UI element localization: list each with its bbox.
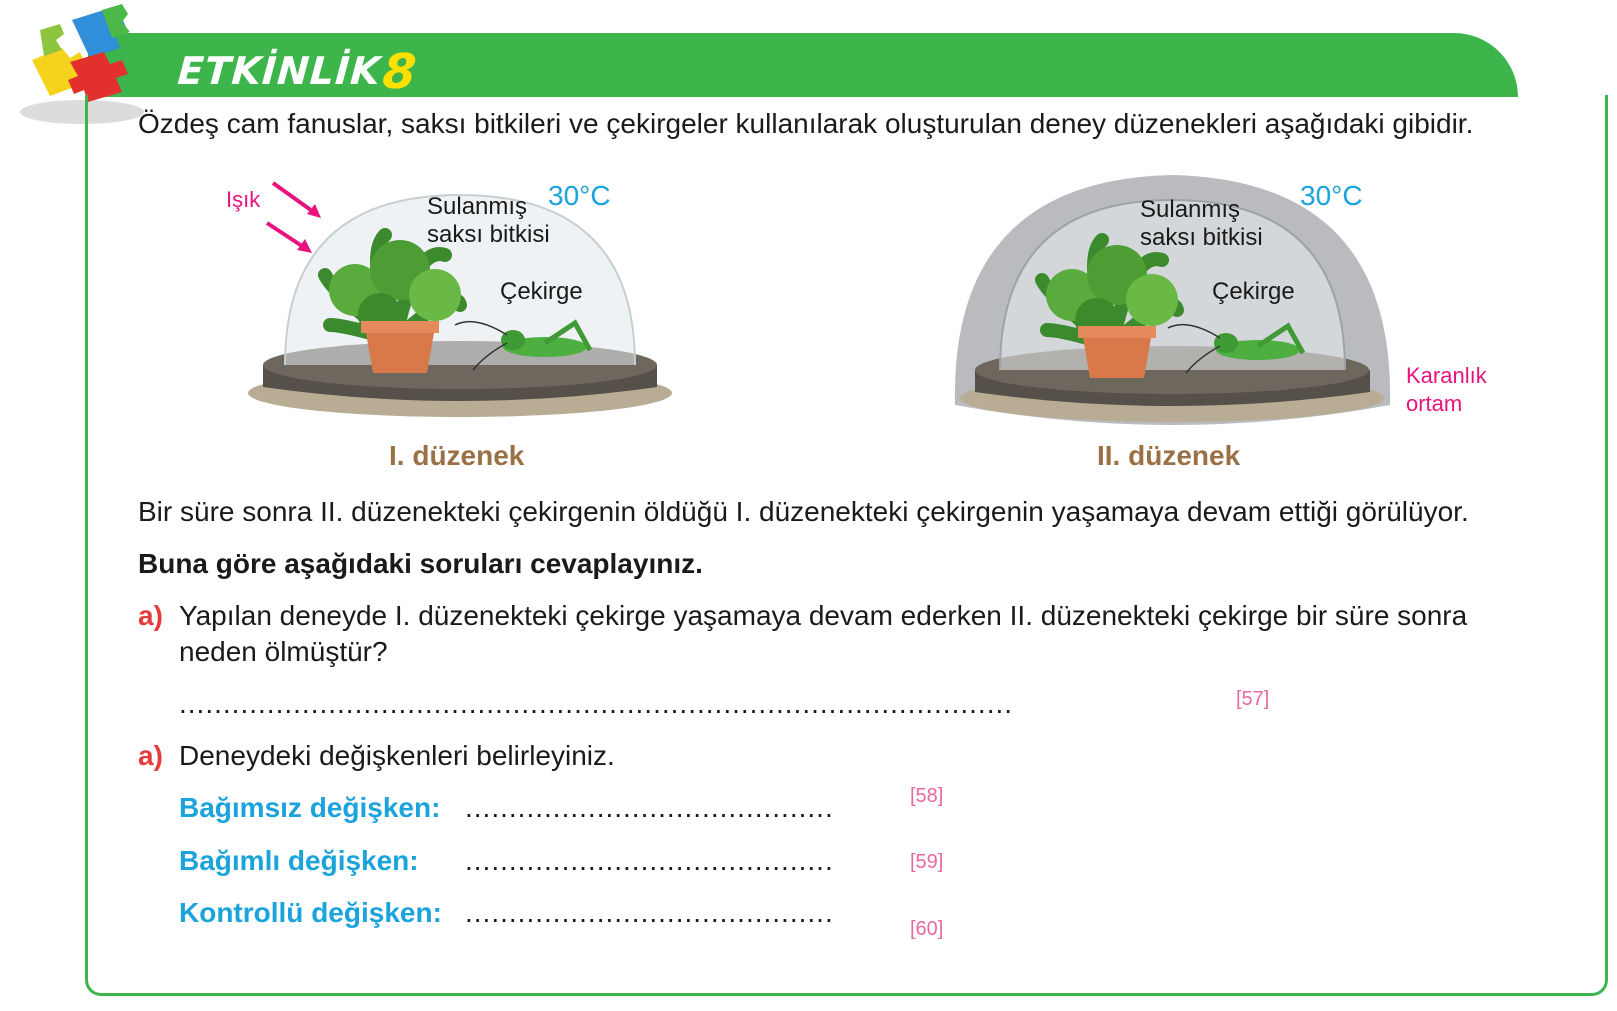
setup-1-temperature: 30°C	[548, 180, 611, 211]
setup-2-plant-label-1: Sulanmış	[1140, 196, 1241, 223]
controlled-variable-answer[interactable]: ..........................................	[465, 897, 834, 928]
independent-variable-answer[interactable]: ..........................................	[465, 792, 834, 823]
setup-1-plant-label-2: saksı bitkisi	[427, 221, 550, 248]
question-1-marker: a)	[138, 600, 163, 631]
dark-label-1: Karanlık	[1406, 363, 1487, 388]
controlled-variable-ref: [60]	[910, 918, 944, 940]
question-1-answer-line[interactable]: ...............................................................................................	[179, 688, 1014, 719]
light-label: Işık	[226, 187, 261, 212]
light-arrows-icon	[265, 178, 330, 258]
setup-2-plant-label-2: saksı bitkisi	[1140, 224, 1263, 251]
intro-text: Özdeş cam fanuslar, saksı bitkileri ve çekirgeler kullanılarak oluşturulan deney düzenekleri aşağıdaki gibidir.	[138, 108, 1474, 139]
independent-variable-label: Bağımsız değişken:	[179, 792, 441, 823]
question-1-line-2: neden ölmüştür?	[179, 636, 388, 667]
setup-1-caption: I. düzenek	[389, 440, 525, 471]
instruction-text: Buna göre aşağıdaki soruları cevaplayınız.	[138, 548, 703, 579]
question-2-text: Deneydeki değişkenleri belirleyiniz.	[179, 740, 615, 771]
dependent-variable-ref: [59]	[910, 851, 944, 873]
setup-2-caption: II. düzenek	[1097, 440, 1241, 471]
observation-text: Bir süre sonra II. düzenekteki çekirgenin öldüğü I. düzenekteki çekirgenin yaşamaya devam ettiği görülüyor.	[138, 496, 1469, 527]
activity-title: ETKİNLİK8	[176, 44, 420, 100]
question-2-marker: a)	[138, 740, 163, 771]
question-1-ref: [57]	[1236, 688, 1270, 710]
setup-1-insect-label: Çekirge	[500, 278, 583, 305]
dependent-variable-answer[interactable]: ..........................................	[465, 845, 834, 876]
dependent-variable-label: Bağımlı değişken:	[179, 845, 419, 876]
independent-variable-ref: [58]	[910, 785, 944, 807]
setup-1-plant-label-1: Sulanmış	[427, 193, 528, 220]
dark-label-2: ortam	[1406, 391, 1463, 416]
controlled-variable-label: Kontrollü değişken:	[179, 897, 442, 928]
setup-2-temperature: 30°C	[1300, 180, 1363, 211]
setup-2-insect-label: Çekirge	[1212, 278, 1295, 305]
question-1-line-1: Yapılan deneyde I. düzenekteki çekirge yaşamaya devam ederken II. düzenekteki çekirge bir süre sonra	[179, 600, 1468, 631]
